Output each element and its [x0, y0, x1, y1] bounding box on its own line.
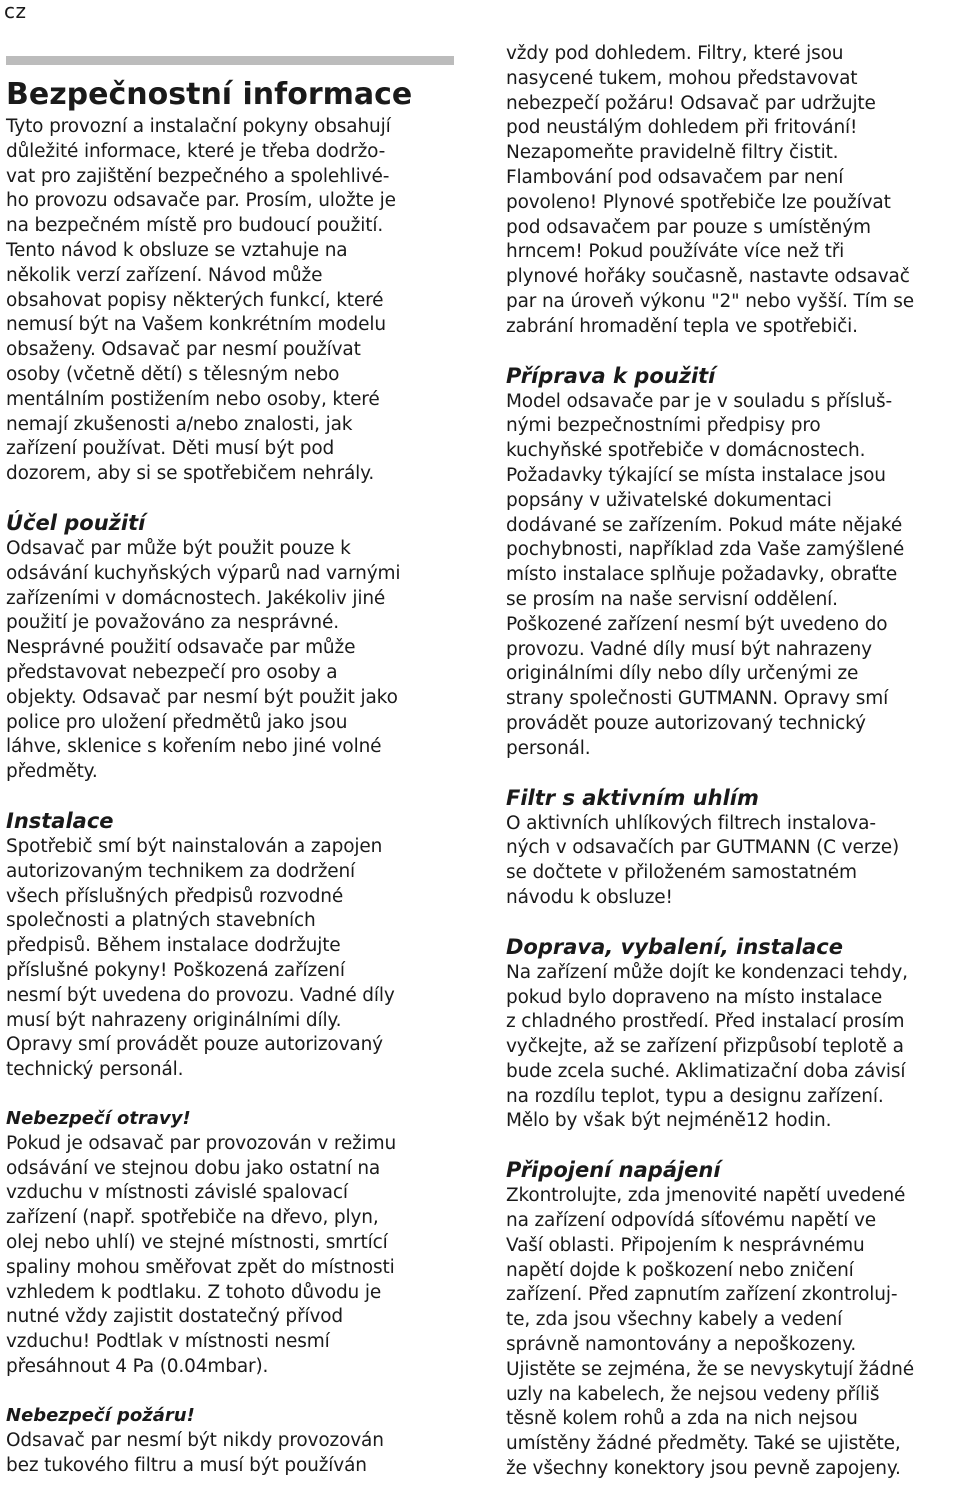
page-title: Bezpečnostní informace	[6, 77, 413, 112]
continuation-text: vždy pod dohledem. Filtry, které jsou nasycené tukem, mohou představovat nebezpečí požáru! Odsavač par udržujte pod neustálým dohledem při fritování! Nezapomeňte pravidelně filtry čistit. Flambování pod odsavačem par není povoleno! Plynové spotřebiče lze používat pod odsavačem par pouze s umístěným hrncem! Pokud používáte více než tři plynové hořáky současně, nastavte odsavač par na úroveň výkonu "2" nebo vyšší. Tím se zabrání hromadění tepla ve spotřebiči.	[506, 43, 914, 337]
section-text: Model odsavače par je v souladu s přísluš- nými bezpečnostními předpisy pro kuchyňské spotřebiče v domácnostech. Požadavky týkající se místa instalace jsou popsány v uživatelské dokumentaci dodávané se zařízením. Pokud máte nějaké pochybnosti, například zda Vaše zamýšlené místo instalace splňuje požadavky, obraťte se prosím na naše servisní oddělení. Poškozené zařízení nesmí být uvedeno do provozu. Vadné díly musí být nahrazeny originálními díly nebo díly určenými ze strany společnosti GUTMANN. Opravy smí provádět pouze autorizovaný technický personál.	[506, 390, 905, 759]
header-divider-bar	[6, 56, 454, 65]
section-title: Příprava k použití	[506, 363, 716, 388]
section-instalace	[6, 809, 466, 1083]
continuation-section	[506, 42, 956, 340]
section-text: Odsavač par může být použit pouze k odsávání kuchyňských výparů nad varnými zařízeními v domácnostech. Jakékoliv jiné použití je považováno za nesprávné. Nesprávné použití odsavače par může představovat nebezpečí pro osoby a objekty. Odsavač par nesmí být použit jako police pro uložení předmětů jako jsou láhve, sklenice s kořením nebo jiné volné předměty.	[6, 537, 401, 783]
section-text: Spotřebič smí být nainstalován a zapojen autorizovaným technikem za dodržení všech příslušných předpisů rozvodné společnosti a platných stavebních předpisů. Během instalace dodržujte příslušné pokyny! Poškozená zařízení nesmí být uvedena do provozu. Vadné díly musí být nahrazeny originálními díly. Opravy smí provádět pouze autorizovaný technický personál.	[6, 835, 395, 1081]
section-nebezpeci-pozaru	[6, 1404, 466, 1479]
left-column	[6, 56, 466, 1502]
section-ucel-pouziti	[6, 511, 466, 785]
section-filtr-s-aktivnim-uhlim	[506, 786, 956, 911]
intro-text: Tyto provozní a instalační pokyny obsahují důležité informace, které je třeba dodržo- vat pro zajištění bezpečného a spolehlivé- ho provozu odsavače par. Prosím, uložte je na bezpečném místě pro budoucí použití. Tento návod k obsluze se vztahuje na několik verzí zařízení. Návod může obsahovat popisy některých funkcí, které nemusí být na Vašem konkrétním modelu obsaženy. Odsavač par nesmí používat osoby (včetně dětí) s tělesným nebo mentálním postižením nebo osoby, které nemají zkušenosti a/nebo znalosti, jak zařízení používat. Děti musí být pod dozorem, aby si se spotřebičem nehrály.	[6, 116, 396, 485]
section-text: Pokud je odsavač par provozován v režimu odsávání ve stejnou dobu jako ostatní na vzduchu v místnosti závislé spalovací zařízení (např. spotřebiče na dřevo, plyn, olej nebo uhlí) ve stejné místnosti, smrtící spaliny mohou směřovat zpět do místnosti vzhledem k podtlaku. Z tohoto důvodu je nutné vždy zajistit dostatečný přívod vzduchu! Podtlak v místnosti nesmí přesáhnout 4 Pa (0.04mbar).	[6, 1132, 397, 1378]
section-text: O aktivních uhlíkových filtrech instalova- ných v odsavačích par GUTMANN (C verze) se dočtete v přiloženém samostatném návodu k obsluze!	[506, 812, 900, 908]
section-pripojeni-napajeni	[506, 1158, 956, 1482]
warning-title: Nebezpečí otravy!	[6, 1107, 191, 1129]
section-title: Připojení napájení	[506, 1158, 721, 1183]
section-title: Instalace	[6, 808, 114, 833]
section-priprava-k-pouziti	[506, 364, 956, 762]
section-text: Zkontrolujte, zda jmenovité napětí uvedené na zařízení odpovídá síťovému napětí ve Vaší oblasti. Připojením k nesprávnému napětí dojde k poškození nebo zničení zařízení. Před zapnutím zařízení zkontroluj- te, zda jsou všechny kabely a vedení správně namontovány a nepoškozeny. Ujistěte se zejména, že se nevyskytují žádné uzly na kabelech, že nejsou vedeny příliš těsně kolem rohů a zda na nich nejsou umístěny žádné předměty. Také se ujistěte, že všechny konektory jsou pevně zapojeny.	[506, 1185, 914, 1480]
section-title: Filtr s aktivním uhlím	[506, 785, 759, 810]
section-title: Doprava, vybalení, instalace	[506, 934, 843, 959]
language-tag: cz	[4, 0, 27, 23]
section-text: Na zařízení může dojít ke kondenzaci tehdy, pokud bylo dopraveno na místo instalace z chladného prostředí. Před instalací prosím vyčkejte, až se zařízení přizpůsobí teplotě a bude zcela suché. Aklimatizační doba závisí na rozdílu teplot, typu a designu zařízení. Mělo by však být nejméně12 hodin.	[506, 961, 908, 1132]
section-nebezpeci-otravy	[6, 1107, 466, 1380]
section-text: Odsavač par nesmí být nikdy provozován bez tukového filtru a musí být používán	[6, 1429, 384, 1476]
right-column	[506, 42, 956, 1506]
section-title: Účel použití	[6, 510, 146, 535]
section-doprava-vybaleni-instalace	[506, 935, 956, 1135]
warning-title: Nebezpečí požáru!	[6, 1404, 195, 1426]
intro-section	[6, 115, 466, 487]
